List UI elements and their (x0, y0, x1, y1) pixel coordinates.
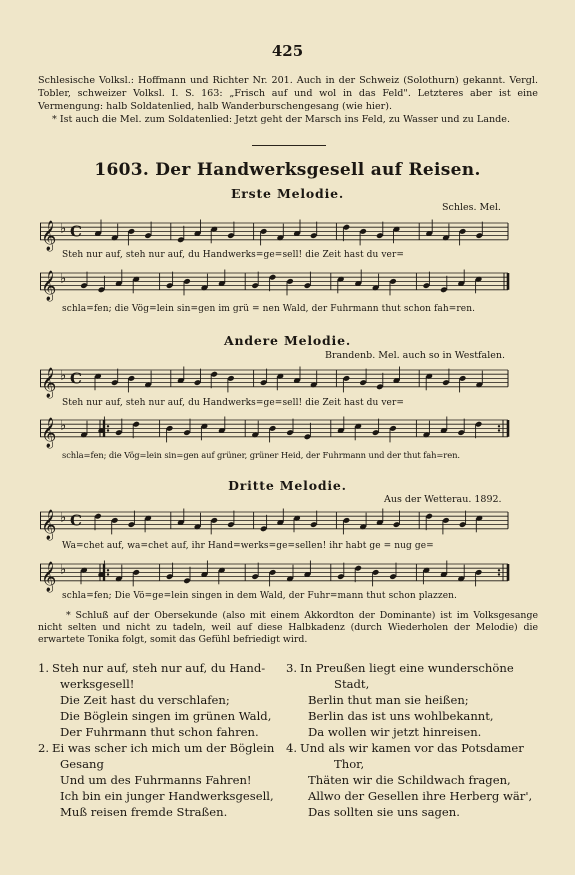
verse-4 (286, 740, 532, 820)
repeat-dot (107, 425, 109, 427)
verse-line: werksgesell! (60, 677, 135, 691)
verse-number: 4. (286, 741, 298, 755)
verse-line: Die Böglein singen im grünen Wald, (60, 709, 272, 723)
verse-line: Stadt, (334, 677, 370, 691)
repeat-dot (498, 569, 500, 571)
section-divider (252, 145, 326, 146)
verse-line: In Preußen liegt eine wunderschöne (300, 661, 514, 675)
melody-source-3: Aus der Wetterau. 1892. (384, 494, 502, 505)
music-staff (40, 215, 510, 249)
verse-number: 1. (38, 661, 50, 675)
verse-line: Allwo der Gesellen ihre Herberg wär', (308, 789, 533, 803)
lyrics-line: schla=fen; die Vög=lein sin=gen im grü = nen Wald, der Fuhrmann thut schon fah=ren. (62, 304, 476, 314)
music-staff (40, 265, 510, 299)
flat-icon: ♭ (60, 510, 67, 526)
verse-line: Ich bin ein junger Handwerksgesell, (60, 789, 274, 803)
music-staff (40, 504, 510, 538)
lyrics-line: schla=fen; die Vög=lein sin=gen auf grüner, grüner Heid, der Fuhrmann und der thut fah=ren. (62, 450, 460, 460)
verse-number: 2. (38, 741, 50, 755)
flat-icon: ♭ (60, 368, 67, 384)
repeat-dot (107, 429, 109, 431)
repeat-dot (498, 425, 500, 427)
verse-line: Die Zeit hast du verschlafen; (60, 693, 230, 707)
song-number: 1603. (94, 160, 150, 180)
common-time-icon: C (70, 369, 82, 388)
repeat-dot (498, 429, 500, 431)
common-time-icon: C (70, 222, 82, 241)
treble-clef-icon: 𝄞 (41, 220, 57, 251)
common-time-icon: C (70, 511, 82, 530)
lyrics-line: Steh nur auf, steh nur auf, du Handwerks=ge=sell! die Zeit hast du ver= (62, 398, 405, 408)
lyrics-line: Wa=chet auf, wa=chet auf, ihr Hand=werks=ge=sellen! ihr habt ge = nug ge= (62, 541, 434, 551)
verse-line: Berlin thut man sie heißen; (308, 693, 469, 707)
verse-line: Steh nur auf, steh nur auf, du Hand- (52, 661, 266, 675)
song-title (0, 160, 575, 180)
treble-clef-icon: 𝄞 (41, 367, 57, 398)
music-staff (40, 412, 510, 446)
verse-column-right (286, 660, 532, 820)
music-staff (40, 556, 510, 590)
verse-line: Berlin das ist uns wohlbekannt, (308, 709, 494, 723)
intro-note-star: * Ist auch die Mel. zum Soldatenlied: Jetzt geht der Marsch ins Feld, zu Wasser und zu Lande. (52, 114, 511, 125)
verse-line: Thor, (334, 757, 365, 771)
melody-heading-3: Dritte Melodie. (228, 478, 347, 493)
footnote: * Schluß auf der Obersekunde (also mit einem Akkordton der Dominante) ist im Volksgesange nicht selten und nicht zu tadeln, weil auf diese Halbkadenz (durch Wiederholen der Melodie) die erwartete Tonika folgt, somit das Gefühl befriedigt wird. (38, 610, 538, 645)
verse-line: Der Fuhrmann thut schon fahren. (60, 725, 259, 739)
verse-line: Gesang (60, 757, 104, 771)
treble-clef-icon: 𝄞 (41, 509, 57, 540)
verse-line: Und als wir kamen vor das Potsdamer (300, 741, 524, 755)
verse-line: Thäten wir die Schildwach fragen, (308, 773, 511, 787)
flat-icon: ♭ (60, 418, 67, 434)
verse-line: Und um des Fuhrmanns Fahren! (60, 773, 252, 787)
melody-heading-1: Erste Melodie. (230, 186, 345, 201)
repeat-dot (498, 573, 500, 575)
repeat-dot (107, 573, 109, 575)
intro-note: Schlesische Volksl.: Hoffmann und Richter Nr. 201. Auch in der Schweiz (Solothurn) gekannt. Vergl. Tobler, schweizer Volksl. I. S. 163: „Frisch auf und wol in das Feld". Letzteres aber ist eine Vermengung: halb Soldatenlied, halb Wanderburschengesang (wie hier). (38, 75, 538, 112)
verse-3 (286, 660, 532, 740)
verse-line: Da wollen wir jetzt hinreisen. (308, 725, 482, 739)
flat-icon: ♭ (60, 271, 67, 287)
verse-2 (38, 740, 274, 820)
melody-source-1: Schles. Mel. (442, 202, 501, 213)
verse-line: Ei was scher ich mich um der Böglein (52, 741, 275, 755)
flat-icon: ♭ (60, 562, 67, 578)
verse-column-left (38, 660, 274, 820)
treble-clef-icon: 𝄞 (41, 270, 57, 301)
melody-source-2: Brandenb. Mel. auch so in Westfalen. (325, 350, 505, 361)
verse-number: 3. (286, 661, 298, 675)
music-staff (40, 362, 510, 396)
verse-line: Das sollten sie uns sagen. (308, 805, 460, 819)
verse-1 (38, 660, 274, 740)
flat-icon: ♭ (60, 221, 67, 237)
lyrics-line: Steh nur auf, steh nur auf, du Handwerks=ge=sell! die Zeit hast du ver= (62, 250, 405, 260)
lyrics-line: schla=fen; Die Vö=ge=lein singen in dem Wald, der Fuhr=mann thut schon plazzen. (62, 591, 457, 601)
repeat-dot (107, 569, 109, 571)
page-number: 425 (271, 42, 304, 60)
melody-heading-2: Andere Melodie. (223, 333, 352, 348)
verse-line: Muß reisen fremde Straßen. (60, 805, 228, 819)
treble-clef-icon: 𝄞 (41, 561, 57, 592)
treble-clef-icon: 𝄞 (41, 417, 57, 448)
song-title-text: Der Handwerksgesell auf Reisen. (155, 160, 481, 180)
